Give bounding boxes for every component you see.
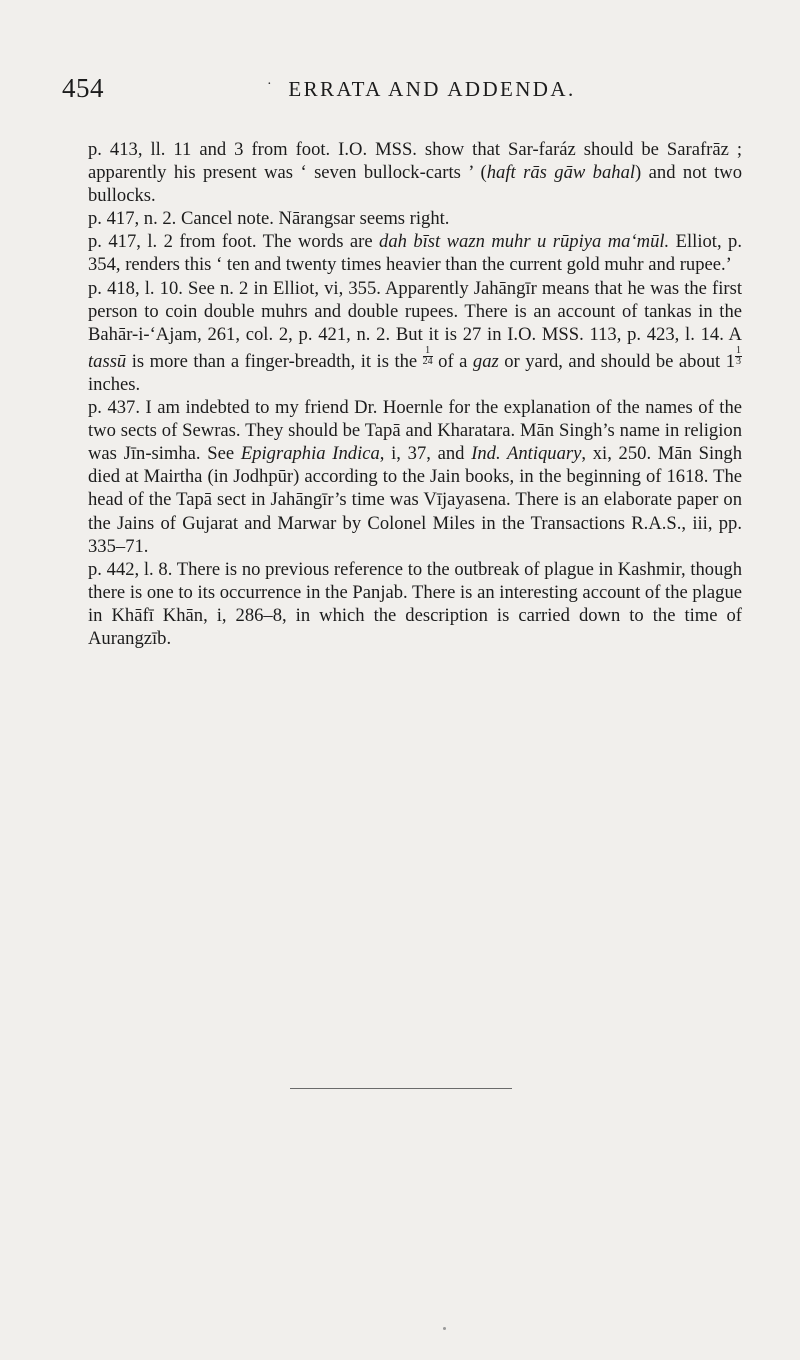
paper-speck: [443, 1327, 446, 1330]
entry-text: inches.: [88, 373, 141, 395]
entry-text: , xi, 250. Mān Singh died at Mairtha (in Jodhpūr) according to the Jain books, in the beginning of 1618. The head of the Tapā sect in Jahāngīr’s time was Vījayasena. There is an elaborate paper on the Jains of Gujarat and Marwar by Colonel Miles in the Transactions R.A.S., iii, pp. 335–71.: [88, 443, 742, 557]
entry-text: p. 413, ll. 11 and 3 from foot. I.O. MSS. show that Sar-faráz should be Sarafrāz ; apparently his present was ‘ seven bullock-carts ’ (: [88, 139, 742, 184]
fraction-numerator: 1: [423, 346, 433, 357]
entry-text: p. 418, l. 10. See n. 2 in Elliot, vi, 355. Apparently Jahāngīr means that he was the first person to coin double muhrs and double rupees. There is an account of tankas in the Bahār-i-‘Ajam, 261, col. 2, p. 421, n. 2. But it is 27 in I.O. MSS. 113, p. 423, l. 14. A: [88, 277, 742, 345]
entry-text: , i, 37, and: [379, 443, 472, 465]
entry-text: p. 437. I am indebted to my friend Dr. Hoernle for the explanation of the names of the two sects of Sewras. They should be Tapā and Kharatara. Mān Singh’s name in religion was Jīn-simha. See: [88, 397, 742, 465]
fraction-one-third: [735, 346, 742, 367]
fraction-numerator: 1: [736, 344, 742, 356]
errata-entry-p417-note: [88, 207, 742, 230]
errata-entry-p418: [88, 277, 742, 396]
entry-italic-phrase: haft rās gāw bahal: [486, 162, 636, 184]
entry-text: is more than a finger-breadth, it is the: [126, 350, 423, 372]
entry-text: Elliot, p. 354, renders this ‘ ten and twenty times heavier than the current gold muhr and rupee.’: [88, 231, 742, 276]
errata-entry-p442: [88, 558, 742, 650]
page-header: [62, 73, 742, 113]
entry-italic-title: Ind. Antiquary: [471, 443, 582, 465]
closing-rule: [290, 1088, 512, 1089]
running-head: ERRATA AND ADDENDA.: [288, 77, 576, 101]
page-number: 454: [62, 73, 104, 103]
entry-text: or yard, and should be about 1: [498, 350, 736, 372]
fraction-denominator: 3: [736, 355, 742, 367]
entry-text: of a: [432, 350, 473, 372]
entry-text: p. 417, l. 2 from foot. The words are: [88, 231, 380, 253]
errata-entry-p437: [88, 396, 742, 558]
errata-body: [88, 138, 742, 650]
entry-text: p. 442, l. 8. There is no previous reference to the outbreak of plague in Kashmir, though there is one to its occurrence in the Panjab. There is an interesting account of the plague in Khāfī Khān, i, 286–8, in which the description is carried down to the time of Aurangzīb.: [88, 558, 742, 649]
fraction-denominator: 24: [422, 355, 433, 367]
errata-entry-p413: [88, 138, 742, 207]
header-dot-mark: ·: [267, 77, 272, 92]
entry-text: p. 417, n. 2. Cancel note. Nārangsar seems right.: [88, 208, 450, 230]
entry-text: ) and not two bullocks.: [88, 162, 742, 207]
fraction-one-twenty-fourth: [423, 346, 433, 367]
entry-italic-term: tassū: [88, 350, 127, 372]
errata-entry-p417-line: [88, 230, 742, 276]
entry-italic-title: Epigraphia Indica: [240, 443, 380, 465]
entry-italic-phrase: dah bīst wazn muhr u rūpiya ma‘mūl.: [379, 231, 670, 253]
entry-italic-term: gaz: [472, 350, 499, 372]
